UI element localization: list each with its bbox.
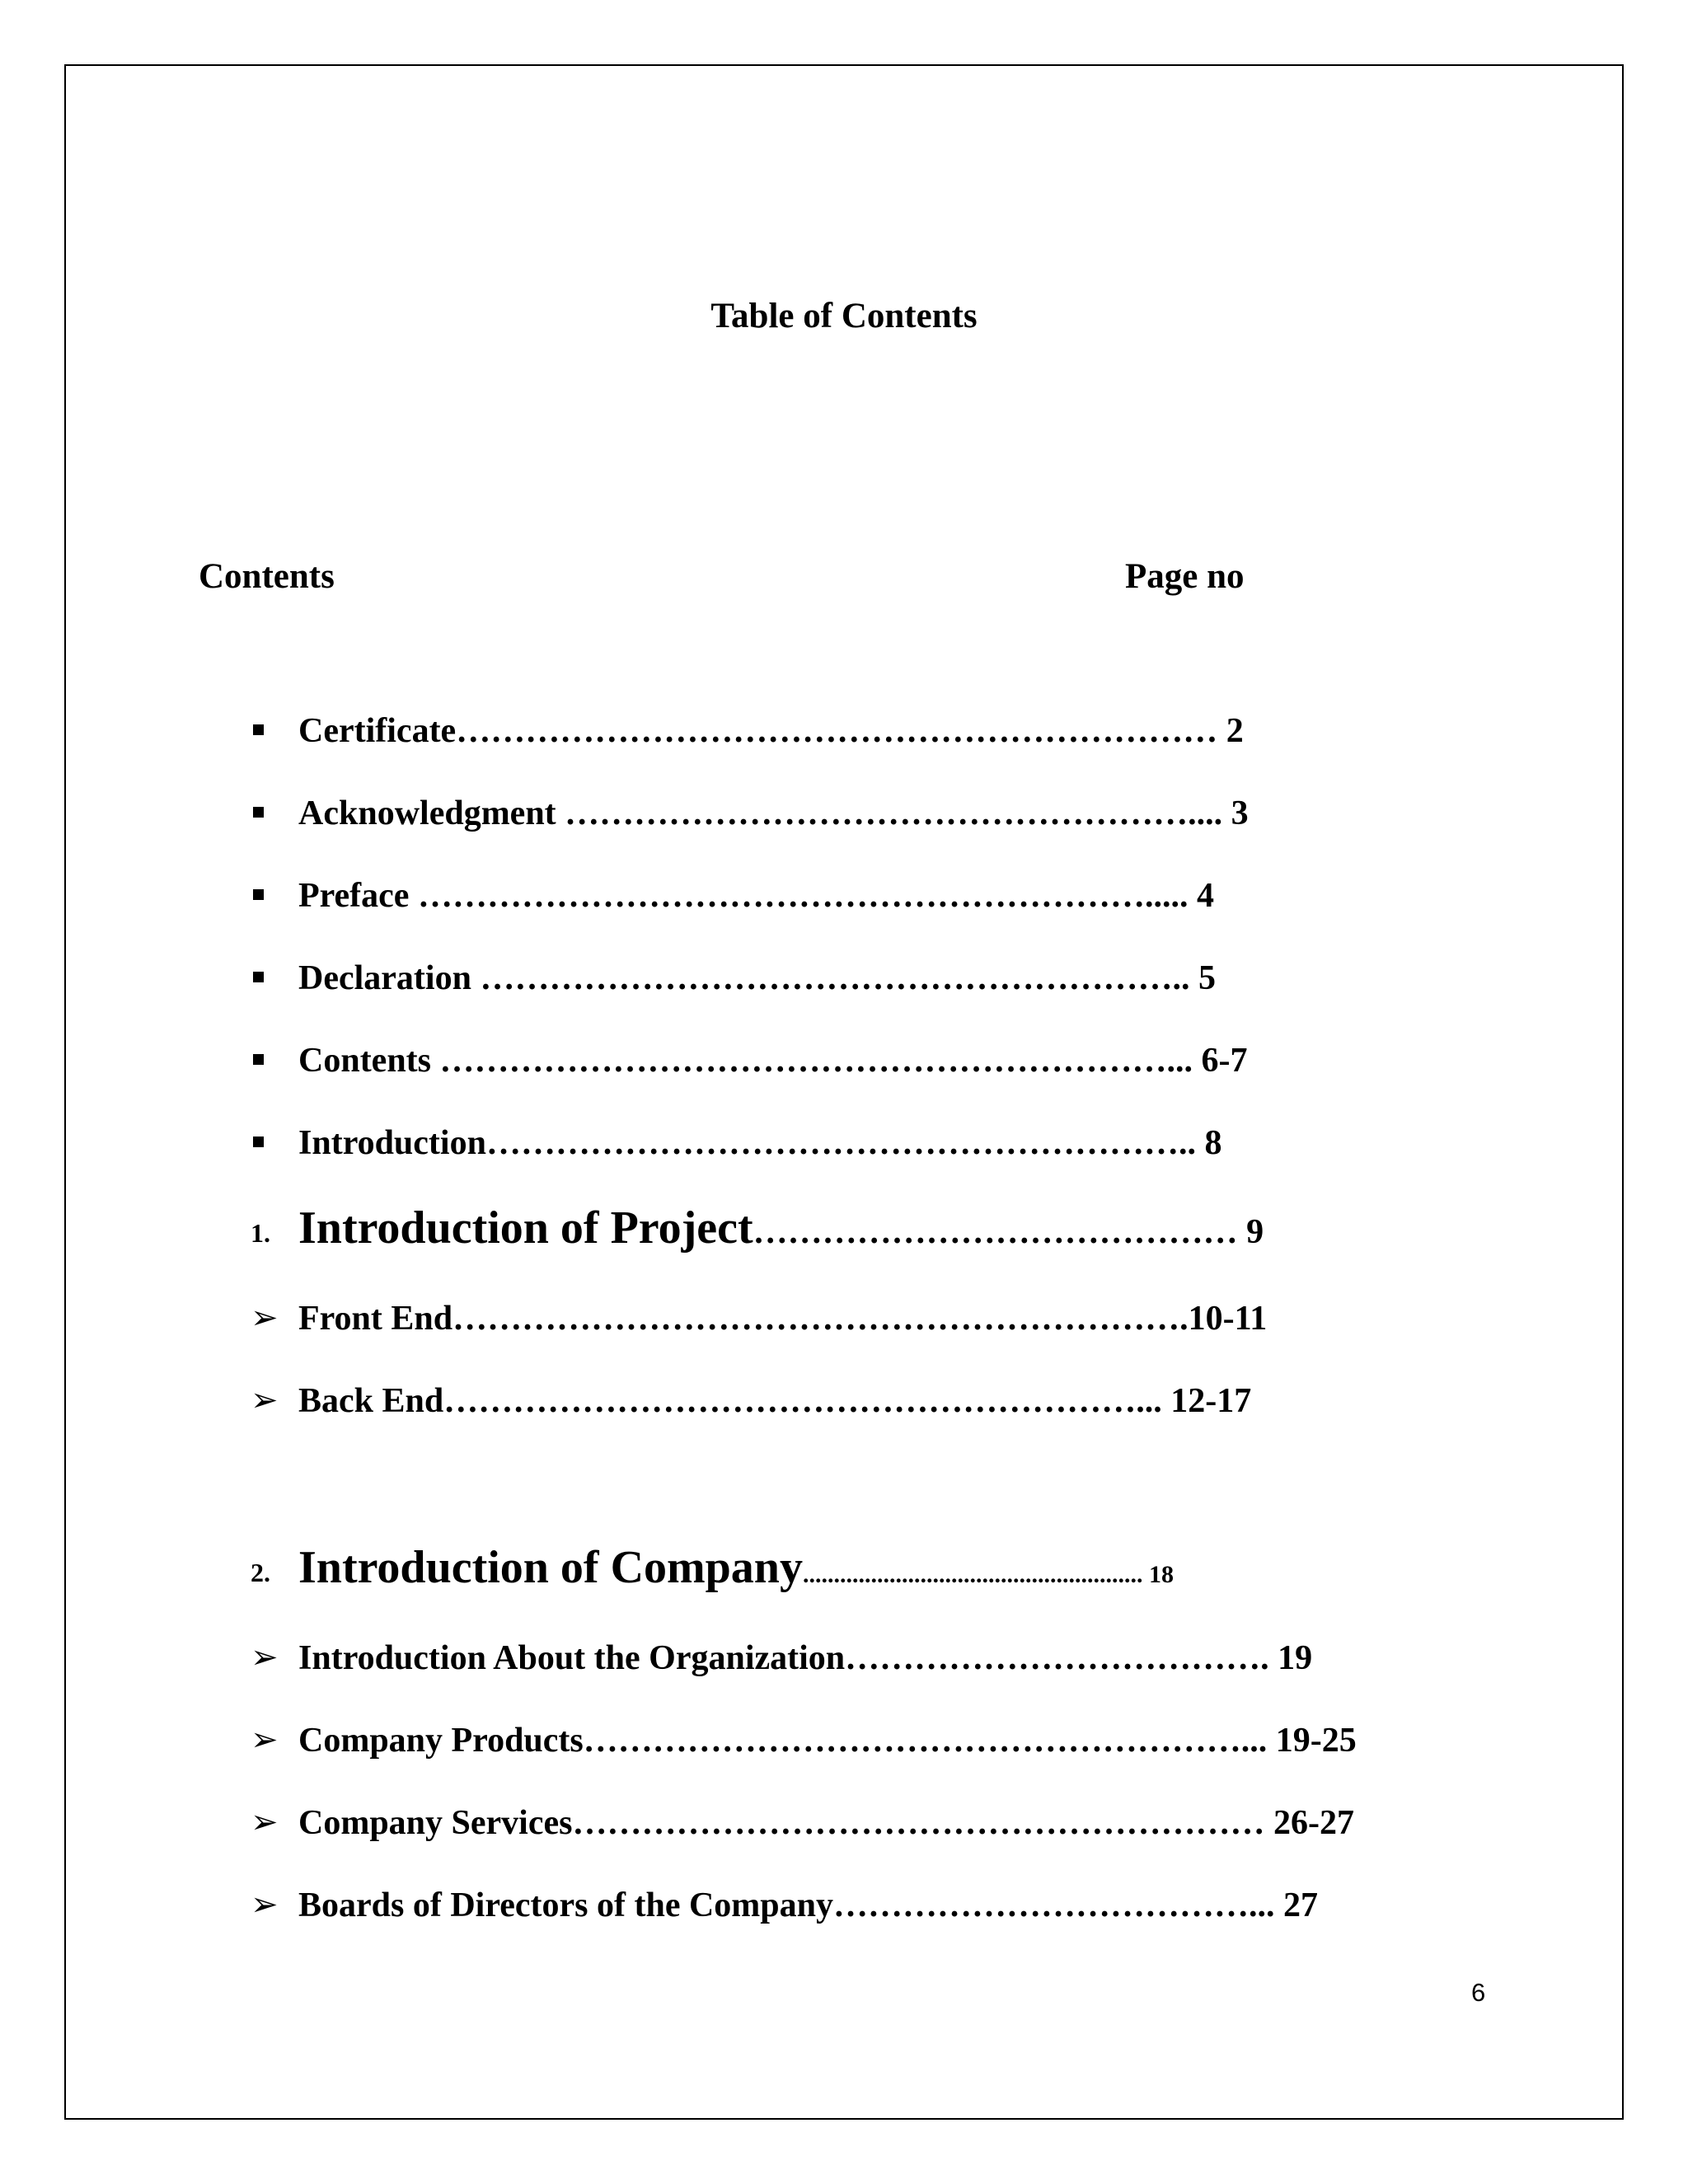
toc-entry-company-services[interactable] [0,1797,1688,1847]
arrow-bullet-icon: ➢ [251,1721,279,1759]
toc-entry-label: Company Products [298,1722,584,1760]
toc-entry-label: Preface [298,877,410,915]
page-number: 6 [1471,1978,1486,2007]
toc-entry-label: Boards of Directors of the Company [298,1886,833,1924]
toc-entry-declaration[interactable] [0,953,1688,1002]
toc-entry-leader: …………………………………………………….. 5 [471,959,1216,997]
toc-entry-label: Front End [298,1300,453,1338]
section-number: 2. [251,1558,270,1587]
toc-entry-label: Declaration [298,959,471,997]
toc-entry-preface[interactable] [0,870,1688,920]
toc-entry-introduction-of-company[interactable] [0,1542,1688,1596]
toc-entry-front-end[interactable] [0,1293,1688,1343]
toc-entry-label: Introduction About the Organization [298,1639,846,1677]
toc-entry-leader: ………………………………………………………… 2 [456,712,1244,750]
toc-entry-leader: …………………………………………………... 19-25 [583,1722,1357,1760]
arrow-bullet-icon: ➢ [251,1803,279,1841]
square-bullet-icon [253,807,264,818]
section-number: 1. [251,1218,270,1248]
square-bullet-icon [253,1054,264,1065]
toc-entry-acknowledgment[interactable] [0,788,1688,837]
toc-entry-boards-of-directors[interactable] [0,1880,1688,1929]
toc-entry-introduction-of-project[interactable] [0,1202,1688,1256]
toc-entry-leader: ………………………………. 19 [845,1639,1313,1677]
square-bullet-icon [253,1137,264,1147]
toc-entry-label: Introduction of Project [298,1202,753,1254]
toc-entry-certificate[interactable] [0,705,1688,755]
toc-entry-leader: ………………………………………………………..... 4 [409,877,1214,915]
page-no-column-header: Page no [1125,557,1245,596]
toc-entry-label: Contents [298,1042,432,1080]
toc-entry-leader: ……………………………………………….... 3 [556,794,1249,832]
arrow-bullet-icon: ➢ [251,1638,279,1676]
toc-entry-leader: …………………………………………………….. 8 [485,1124,1222,1162]
contents-column-header: Contents [199,557,335,596]
toc-entry-label: Introduction of Company [298,1542,803,1593]
arrow-bullet-icon: ➢ [251,1886,279,1924]
toc-entry-leader: ……………………………………………………... 12-17 [443,1382,1252,1420]
toc-entry-label: Back End [298,1382,444,1420]
toc-entry-back-end[interactable] [0,1376,1688,1425]
toc-entry-introduction[interactable] [0,1118,1688,1167]
toc-entry-label: Acknowledgment [298,794,556,832]
toc-entry-label: Certificate [298,712,457,750]
toc-entry-introduction-about-organization[interactable] [0,1633,1688,1682]
toc-entry-leader: ……………………………………………………….10-11 [452,1300,1268,1338]
toc-entry-leader: ………………………………... 27 [833,1886,1318,1924]
toc-entry-leader: ………………………………………………………... 6-7 [431,1042,1248,1080]
arrow-bullet-icon: ➢ [251,1299,279,1337]
square-bullet-icon [253,972,264,982]
document-title: Table of Contents [710,297,978,335]
toc-entry-leader: …………………………………………………… 26-27 [572,1804,1354,1842]
toc-entry-label: Company Services [298,1804,573,1842]
toc-entry-company-products[interactable] [0,1715,1688,1765]
square-bullet-icon [253,889,264,900]
toc-entry-contents[interactable] [0,1035,1688,1085]
toc-entry-leader: …………………………………… 9 [753,1213,1264,1251]
square-bullet-icon [253,724,264,735]
toc-entry-label: Introduction [298,1124,486,1162]
toc-entry-leader: ....................................................... 18 [802,1561,1174,1588]
arrow-bullet-icon: ➢ [251,1381,279,1419]
